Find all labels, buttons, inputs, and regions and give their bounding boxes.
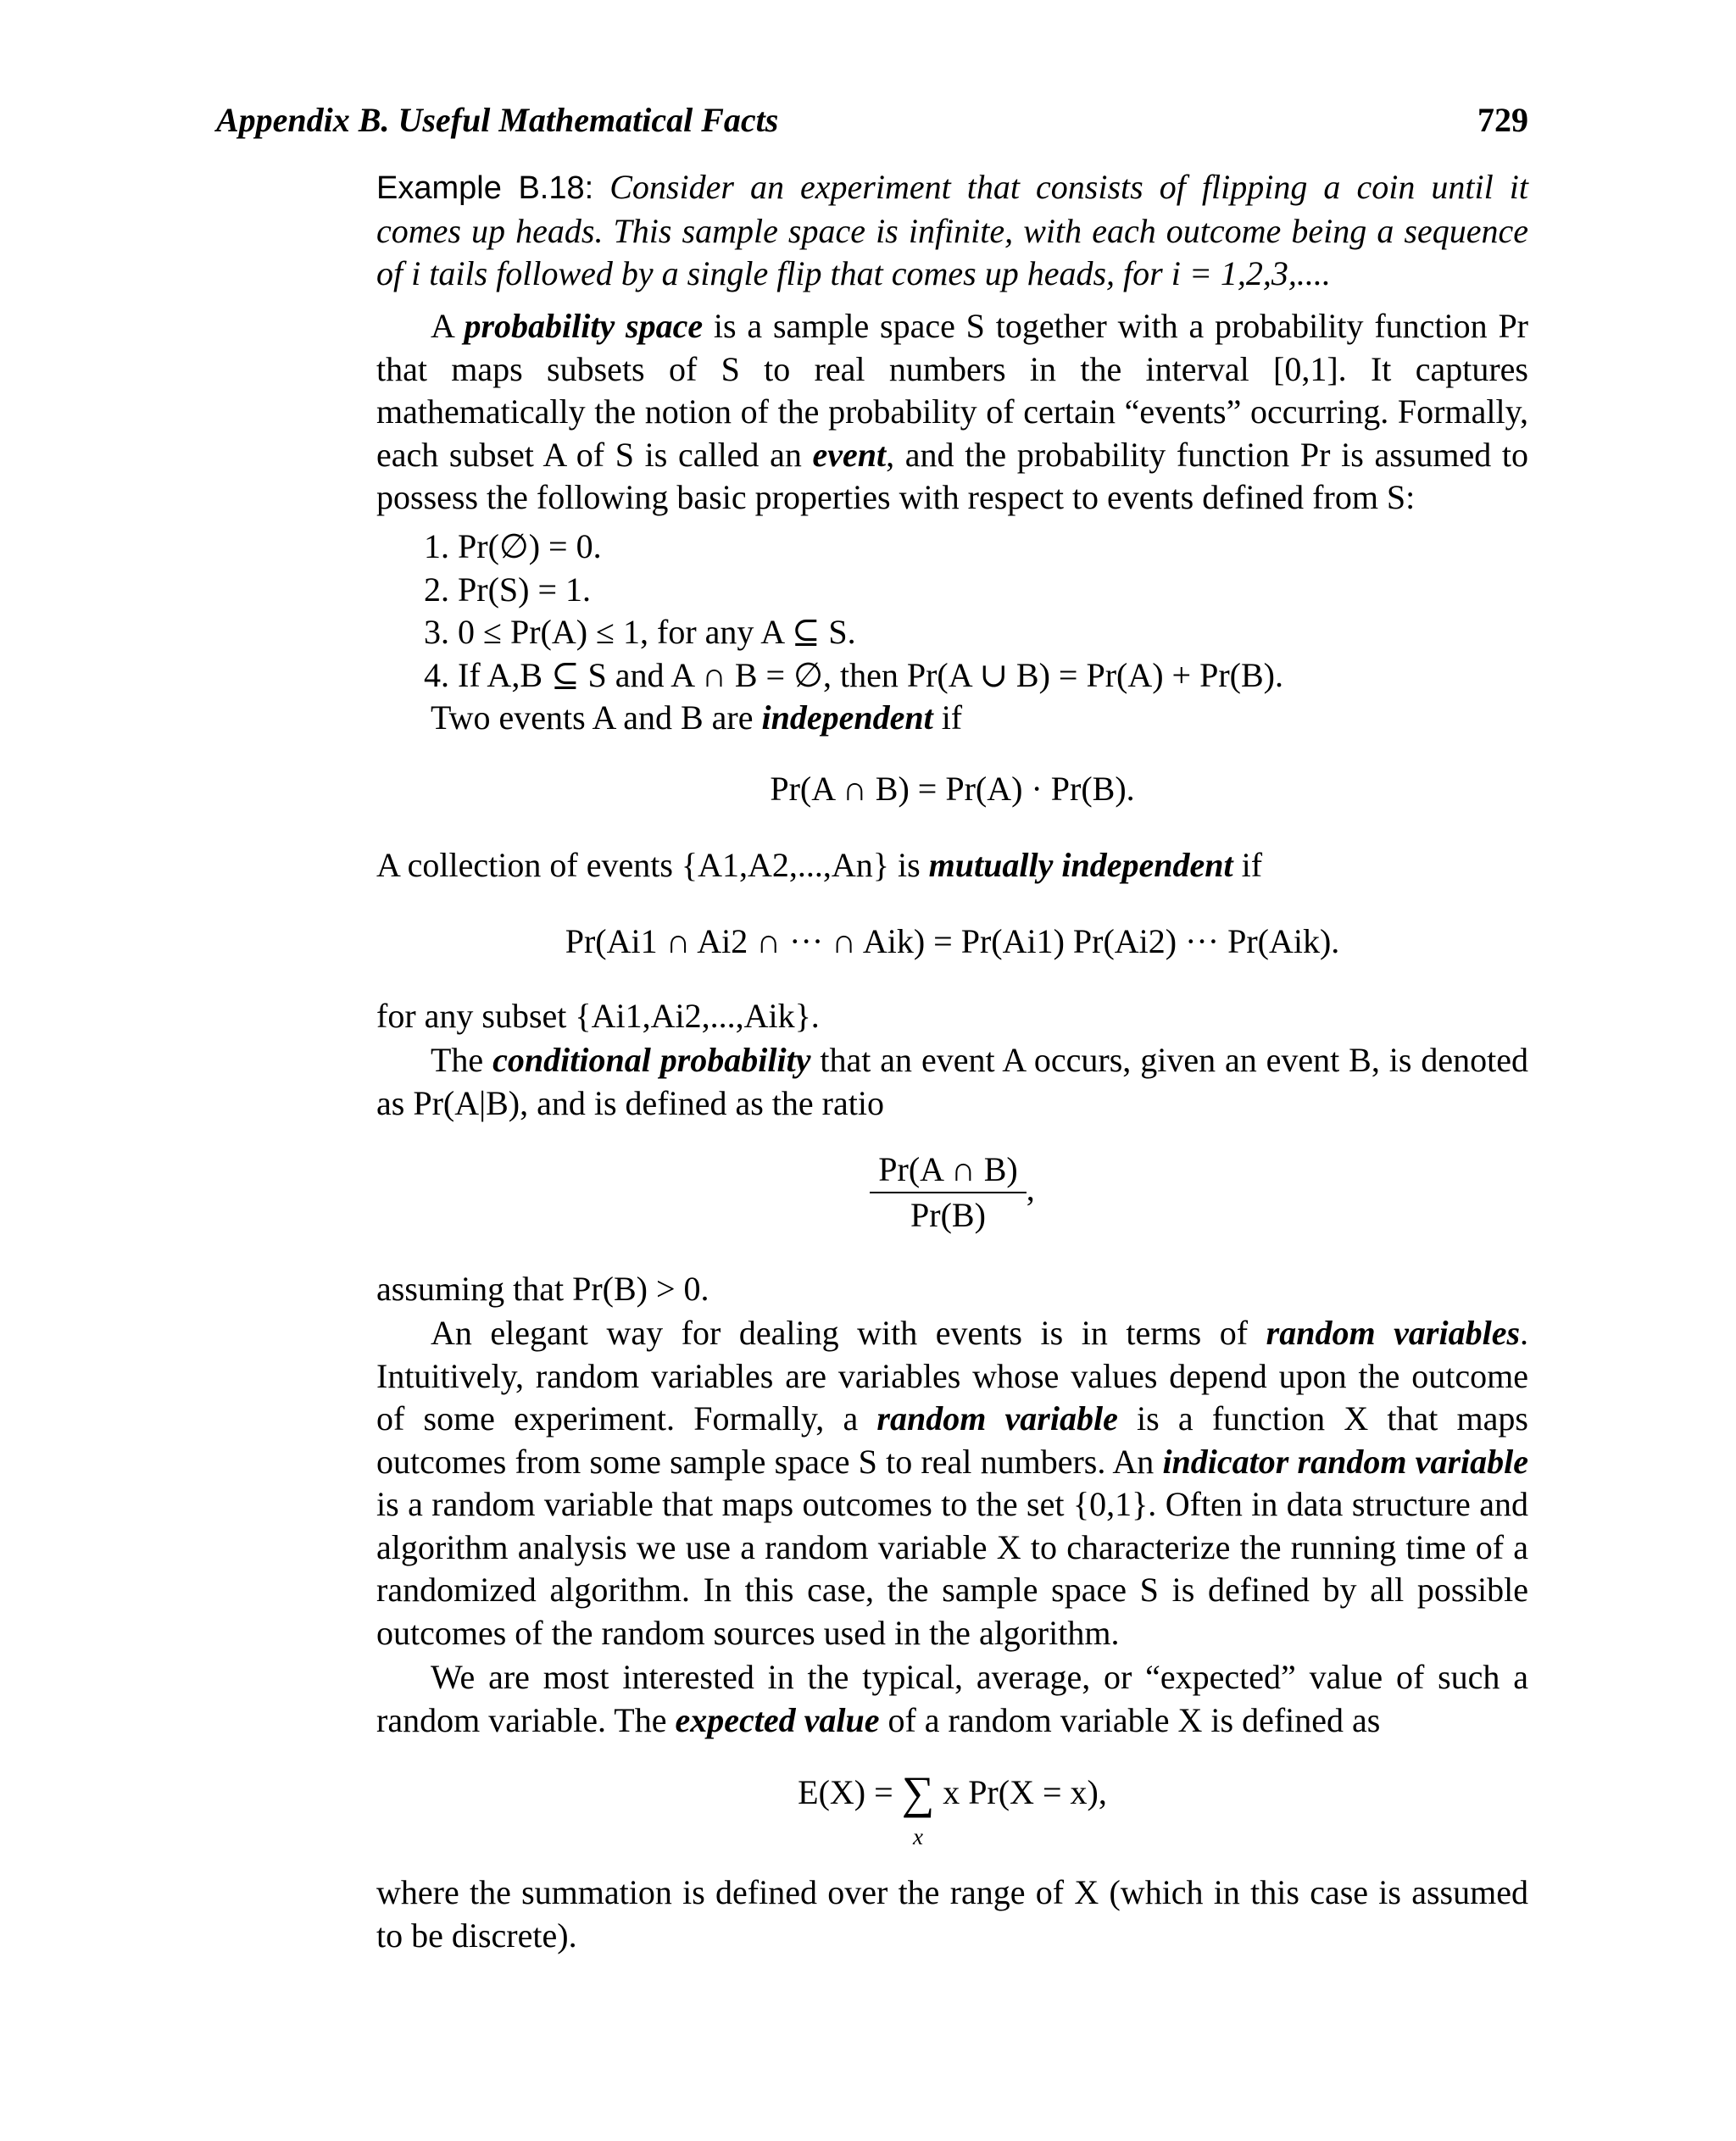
term-mutually-independent: mutually independent	[928, 846, 1233, 884]
fraction-denominator: Pr(B)	[910, 1196, 986, 1234]
equation-rhs: x Pr(X = x),	[943, 1773, 1107, 1811]
text-run: of a random variable X is defined as	[879, 1700, 1381, 1739]
expected-value-equation	[376, 1767, 1528, 1849]
text-run: is a function X that maps outcomes from some sample space S to real numbers. An	[376, 1399, 1528, 1481]
text-run: if	[932, 698, 963, 737]
fraction-trail: ,	[1026, 1170, 1035, 1209]
equation-lhs: E(X) =	[798, 1773, 893, 1811]
text-run: . Intuitively, random variables are variables whose values depend upon the outcome of some experiment. Formally, a	[376, 1314, 1529, 1438]
conditional-probability-paragraph	[376, 1039, 1528, 1125]
term-expected-value: expected value	[675, 1700, 880, 1739]
text-run: We are most interested in the typical, average, or “expected” value of such a random variable. The	[376, 1658, 1528, 1739]
text-run: is a random variable that maps outcomes to the set {0,1}. Often in data structure and algorithm analysis we use a random variable X to characterize the running time of a randomized algorithm. In this case, the sample space S is defined by all possible outcomes of the random sources used in the algorithm.	[376, 1485, 1528, 1652]
property-item: 3. 0 ≤ Pr(A) ≤ 1, for any A ⊆ S.	[424, 613, 856, 651]
term-conditional-probability: conditional probability	[492, 1041, 811, 1079]
probability-space-paragraph	[376, 305, 1528, 520]
text-run: , and the probability function Pr is assumed to possess the following basic properties with respect to events defined from S:	[376, 435, 1528, 516]
properties-list	[376, 526, 1528, 697]
example-block	[376, 166, 1528, 296]
conditional-fraction	[376, 1148, 1528, 1237]
fraction-numerator: Pr(A ∩ B)	[870, 1148, 1026, 1193]
example-label: Example B.18:	[376, 170, 594, 206]
mutual-independence-equation: Pr(Ai1 ∩ Ai2 ∩ ··· ∩ Aik) = Pr(Ai1) Pr(Ai2) ··· Pr(Aik).	[565, 922, 1340, 960]
independence-equation: Pr(A ∩ B) = Pr(A) · Pr(B).	[770, 770, 1135, 808]
assumption-line: assuming that Pr(B) > 0.	[376, 1270, 709, 1308]
term-random-variables: random variables	[1266, 1314, 1521, 1352]
page-number: 729	[1477, 101, 1528, 139]
summation	[901, 1767, 935, 1849]
summation-index: x	[912, 1824, 923, 1849]
properties-block	[376, 524, 1528, 740]
term-probability-space: probability space	[464, 307, 704, 345]
property-item: 4. If A,B ⊆ S and A ∩ B = ∅, then Pr(A ∪ B) = Pr(A) + Pr(B).	[424, 655, 1284, 694]
text-run: A collection of events {A1,A2,...,An} is	[376, 846, 929, 884]
subset-clause: for any subset {Ai1,Ai2,...,Aik}.	[376, 997, 820, 1035]
random-variables-paragraph	[376, 1312, 1528, 1654]
example-text: Consider an experiment that consists of flipping a coin until it comes up heads. This sample space is infinite, with each outcome being a sequence of i tails followed by a single flip that comes up heads, for i = 1,2,3,....	[376, 168, 1529, 292]
summation-sign: ∑	[901, 1767, 935, 1818]
property-item: 2. Pr(S) = 1.	[424, 570, 592, 609]
term-event: event	[812, 435, 887, 474]
chapter-title: Appendix B. Useful Mathematical Facts	[216, 101, 779, 139]
independent-intro	[376, 697, 1528, 740]
mutual-independence-intro	[376, 844, 1528, 887]
text-run: Two events A and B are	[431, 698, 762, 737]
fraction	[870, 1148, 1026, 1237]
term-random-variable: random variable	[876, 1399, 1118, 1438]
text-run: The	[431, 1041, 493, 1079]
text-run: is a sample space S together with a probability function Pr that maps subsets of S to real numbers in the interval [0,1]. It captures mathematically the notion of the probability of certain “events” occurring. Formally, each subset A of S is called an	[376, 307, 1529, 474]
term-indicator-random-variable: indicator random variable	[1162, 1442, 1528, 1481]
property-item: 1. Pr(∅) = 0.	[424, 527, 602, 565]
text-run: A	[431, 307, 465, 345]
text-run: that an event A occurs, given an event B, is denoted as Pr(A|B), and is defined as the ratio	[376, 1041, 1528, 1122]
summation-note: where the summation is defined over the range of X (which in this case is assumed to be discrete).	[376, 1873, 1528, 1955]
term-independent: independent	[761, 698, 933, 737]
running-header	[216, 95, 1528, 146]
expected-value-paragraph	[376, 1656, 1528, 1742]
text-run: An elegant way for dealing with events is in terms of	[431, 1314, 1266, 1352]
text-run: if	[1232, 846, 1263, 884]
